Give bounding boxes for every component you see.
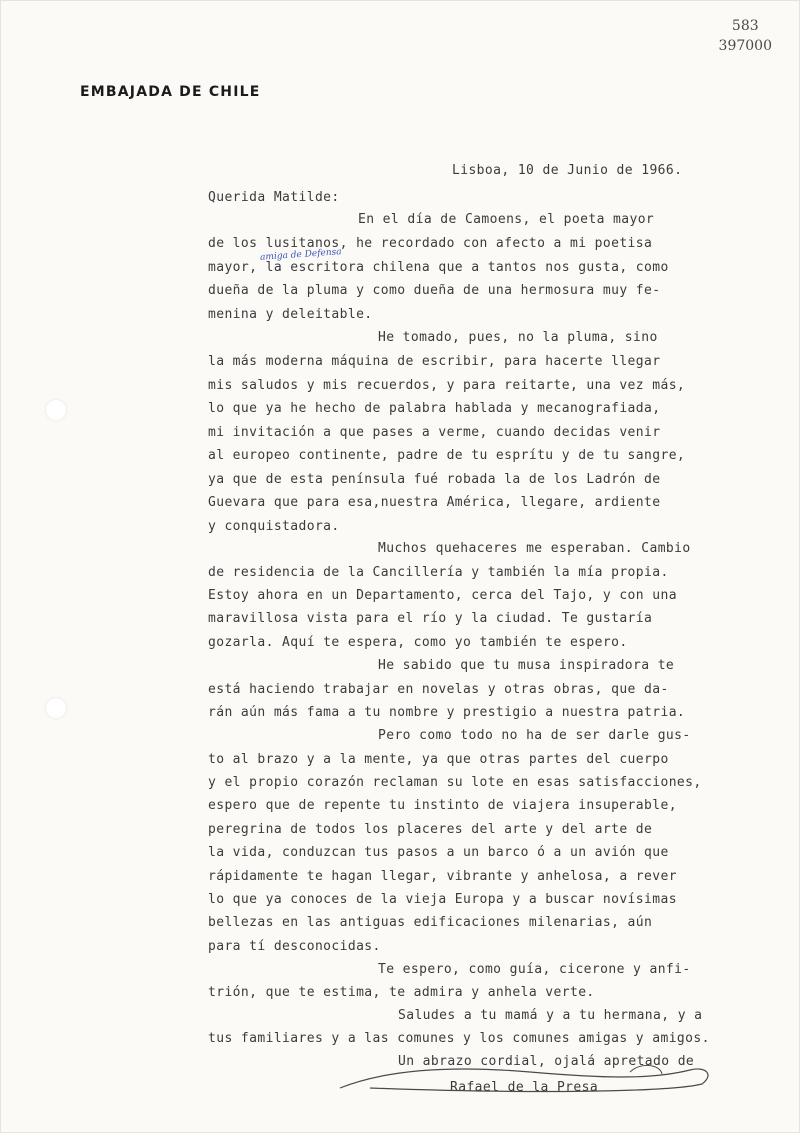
body-line: ya que de esta península fué robada la de los Ladrón de [208,472,661,487]
body-line: mi invitación a que pases a verme, cuando decidas venir [208,425,661,440]
body-line: trión, que te estima, te admira y anhela verte. [208,985,595,1000]
body-line: Saludes a tu mamá y a tu hermana, y a [398,1008,703,1023]
body-line: Muchos quehaceres me esperaban. Cambio [378,541,691,556]
body-line: tus familiares y a las comunes y los comunes amigas y amigos. [208,1031,710,1046]
archive-number: 583 [731,18,759,34]
body-line: He tomado, pues, no la pluma, sino [378,330,658,345]
body-line: bellezas en las antiguas edificaciones milenarias, aún [208,915,653,930]
handwritten-note: amiga de Defensa [259,247,342,263]
signature-name: Rafael de la Presa [450,1080,599,1095]
body-line: para tí desconocidas. [208,939,381,954]
body-line: En el día de Camoens, el poeta mayor [358,212,655,227]
body-line: la más moderna máquina de escribir, para hacerte llegar [208,354,661,369]
body-line: He sabido que tu musa inspiradora te [378,658,675,673]
salutation: Querida Matilde: [208,190,340,205]
body-line: peregrina de todos los placeres del arte y del arte de [208,822,653,837]
body-line: y el propio corazón reclaman su lote en esas satisfacciones, [208,775,702,790]
body-line: to al brazo y a la mente, ya que otras partes del cuerpo [208,752,669,767]
body-line: dueña de la pluma y como dueña de una hermosura muy fe- [208,283,661,298]
body-line: lo que ya he hecho de palabra hablada y mecanografiada, [208,401,661,416]
body-line: menina y deleitable. [208,307,373,322]
body-line: de los lusitanos, he recordado con afecto a mi poetisa [208,236,653,251]
body-line: Un abrazo cordial, ojalá apretado de [398,1054,695,1069]
body-line: al europeo continente, padre de tu esprítu y de tu sangre, [208,448,686,463]
body-line: Guevara que para esa,nuestra América, llegare, ardiente [208,495,661,510]
body-line: rápidamente te hagan llegar, vibrante y anhelosa, a rever [208,869,677,884]
body-line: Pero como todo no ha de ser darle gus- [378,728,691,743]
body-line: Te espero, como guía, cicerone y anfi- [378,962,691,977]
body-line: la vida, conduzcan tus pasos a un barco ó a un avión que [208,845,669,860]
body-line: gozarla. Aquí te espera, como yo también te espero. [208,635,628,650]
body-line: espero que de repente tu instinto de viajera insuperable, [208,798,677,813]
letterhead: EMBAJADA DE CHILE [80,84,261,100]
body-line: Estoy ahora en un Departamento, cerca del Tajo, y con una [208,588,677,603]
body-line: maravillosa vista para el río y la ciudad. Te gustaría [208,611,653,626]
archive-code: 397000 [718,38,772,54]
body-line: mis saludos y mis recuerdos, y para reitarte, una vez más, [208,378,686,393]
body-line: rán aún más fama a tu nombre y prestigio a nuestra patria. [208,705,686,720]
body-line: y conquistadora. [208,519,340,534]
body-line: de residencia de la Cancillería y también la mía propia. [208,565,669,580]
date-line: Lisboa, 10 de Junio de 1966. [452,163,683,178]
body-line: está haciendo trabajar en novelas y otras obras, que da- [208,682,669,697]
body-line: mayor, la escritora chilena que a tantos nos gusta, como [208,260,669,275]
body-line: lo que ya conoces de la vieja Europa y a buscar novísimas [208,892,677,907]
signature-flourish [330,1058,730,1098]
